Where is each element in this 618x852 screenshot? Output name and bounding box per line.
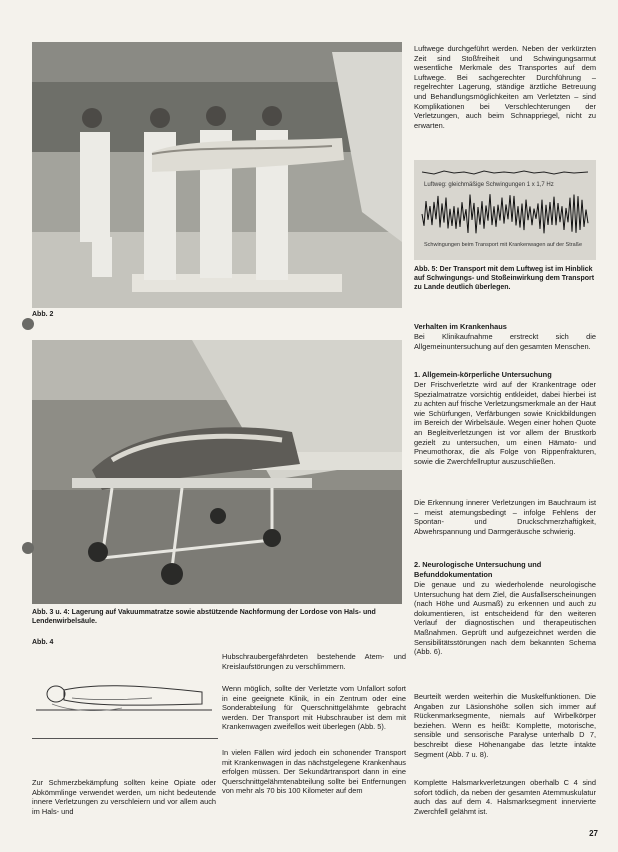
right-paragraph-5: Komplette Halsmarkverletzungen oberhalb C 4 sind sofort tödlich, da neben der gesamten Atemmuskulatur auch das auf dem 4. Halsmarksegment innervierte Zwerchfell gelähmt ist.	[414, 778, 596, 816]
figure4-supine-drawing	[32, 652, 216, 752]
plot-top-label: Luftweg: gleichmäßige Schwingungen 1 x 1,7 Hz	[424, 182, 554, 188]
photo-stretcher-vacuum-mattress	[32, 340, 402, 604]
photo-nurses-lifting-patient	[32, 42, 402, 308]
right-paragraph-4: Beurteilt werden weiterhin die Muskelfunktionen. Die Angaben zur Läsionshöhe sollen sich immer auf Rückenmarksegmente, niemals auf Wirbelkörper beziehen. Wenn es heißt: Komplette, motorische, sensible und sensorische Paralyse unterhalb D 7, beschreibt diese Höhenangabe das letzte intakte Segment (Abb. 7 u. 8).	[414, 692, 596, 759]
figure-marker-3	[22, 542, 34, 554]
figure2-label: Abb. 2	[32, 311, 54, 318]
figure34-caption: Abb. 3 u. 4: Lagerung auf Vakuummatratze sowie abstützende Nachformung der Lordose von Hals- und Lendenwirbelsäule.	[32, 609, 376, 625]
section-intro: Bei Klinikaufnahme erstreckt sich die Allgemeinuntersuchung auf den gesamten Menschen.	[414, 332, 596, 351]
middle-paragraph-3: In vielen Fällen wird jedoch ein schonender Transport mit Krankenwagen in das nächstgelegene Krankenhaus erfolgen müssen. Der Sekundärtransport dann in eine Querschnittgelähmtenabteilung sollte bei Entfernungen von mehr als 70 bis 100 Kilometer auf dem	[222, 748, 406, 796]
right-intro-paragraph: Luftwege durchgeführt werden. Neben der verkürzten Zeit sind Stoßfreiheit und Schwingungsarmut wesentliche Merkmale des Transportes auf dem Luftwege. Bei sachgerechter Durchführung – regelrechter Lagerung, ständige ärztliche Betreuung und Behandlungsmöglichkeiten am Verletzten – sind Komplikationen bei Verschlechterungen der Verletzungen, auch beim Schnappriegel, nicht zu erwarten.	[414, 44, 596, 130]
page-number: 27	[589, 829, 598, 838]
middle-paragraph-2: Wenn möglich, sollte der Verletzte vom Unfallort sofort in eine geeignete Klinik, in ein Zentrum oder eine Sonderabteilung für Querschnittgelähmte gebracht werden. Der Transport mit Hubschrauber ist dem mit Krankenwagen zweifellos weit überlegen (Abb. 5).	[222, 684, 406, 732]
divider-rule	[32, 738, 218, 739]
right-paragraph-1: Der Frischverletzte wird auf der Krankentrage oder Spezialmatratze vorsichtig entkleidet, dabei hierbei ist zu achten auf frische Verletzungsmerkmale an der Haut wie Schürfungen, Verfärbungen sowie Knickbildungen im Bereich der Wirbelsäule. Wegen einer hohen Quote an Begleitverletzungen ist vor allem der Brustkorb gezielt zu untersuchen, um einen Hämato- und Pneumothorax, die als Folge von Rippenfrakturen, sowie die Zwerchfellruptur auszuschließen.	[414, 380, 596, 466]
plot-bottom-label: Schwingungen beim Transport mit Krankenwagen auf der Straße	[424, 242, 583, 248]
heading-neurologisch: 2. Neurologische Untersuchung und Befunddokumentation	[414, 560, 542, 579]
right-paragraph-2: Die Erkennung innerer Verletzungen im Bauchraum ist – meist atemungsbedingt – infolge Fehlens der Spontan- und Druckschmerzhaftigkeit, Abwehrspannung und Darmgeräusche schwierig.	[414, 498, 596, 536]
section-title: Verhalten im Krankenhaus	[414, 322, 507, 331]
figure5-caption: Abb. 5: Der Transport mit dem Luftweg ist im Hinblick auf Schwingungs- und Stoßeinwirkung dem Transport zu Lande deutlich überlegen.	[414, 266, 595, 291]
vibration-plot	[414, 160, 596, 260]
middle-paragraph-1: Hubschraubergefährdeten bestehende Atem- und Kreislaufstörungen zu verschlimmern.	[222, 652, 406, 671]
figure-marker-2	[22, 318, 34, 330]
heading-allgemein: 1. Allgemein-körperliche Untersuchung	[414, 370, 552, 379]
figure4-label: Abb. 4	[32, 639, 54, 646]
left-bottom-paragraph: Zur Schmerzbekämpfung sollten keine Opiate oder Abkömmlinge verwendet werden, um nicht bedeutende innere Verletzungen zu verschleiern und vor allem auch im Hals- und	[32, 778, 216, 816]
right-paragraph-3: Die genaue und zu wiederholende neurologische Untersuchung hat dem Ziel, die Ausfallserscheinungen (nach Höhe und Ausmaß) zu erkennen und auch zu dokumentieren, ist entscheidend für den weiteren Verlauf der diagnostischen und therapeutischen Maßnahmen. Geprüft und aufgezeichnet werden die Sensibilitätsstörungen nach dem bekannten Schema (Abb. 6).	[414, 580, 596, 657]
